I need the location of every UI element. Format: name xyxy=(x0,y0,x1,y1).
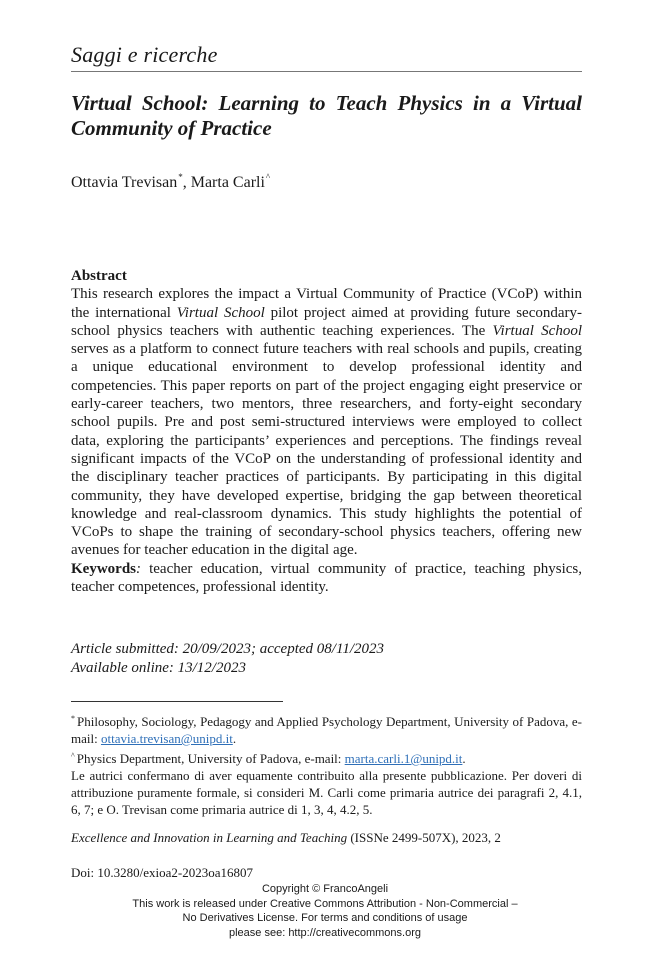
footnote-divider xyxy=(71,701,283,702)
contribution-note: Le autrici confermano di aver equamente contribuito alla presente pubblicazione. Per doveri di attribuzione puramente formale, si consideri M. Carli come primaria autrice dei paragrafi 2, 4.1, 6, 7; e O. Trevisan come primaria autrice di 1, 3, 4, 4.2, 5. xyxy=(71,768,582,817)
license-url-line: please see: http://creativecommons.org xyxy=(229,926,421,939)
abstract-heading: Abstract xyxy=(71,268,127,284)
abstract-italic-term: Virtual School xyxy=(176,304,265,321)
copyright-notice xyxy=(0,882,650,940)
author-name: Marta Carli xyxy=(190,174,265,191)
journal-name: Excellence and Innovation in Learning and Teaching xyxy=(71,830,348,845)
abstract-text xyxy=(71,285,582,559)
license-line: This work is released under Creative Commons Attribution - Non-Commercial – xyxy=(132,897,518,910)
article-title: Virtual School: Learning to Teach Physics in a Virtual Community of Practice xyxy=(71,91,582,140)
email-link-trevisan[interactable]: ottavia.trevisan@unipd.it xyxy=(100,731,233,746)
journal-citation xyxy=(71,830,501,846)
abstract-text-part: pilot project aimed at providing future secondary-school physics teachers with authentic teaching experiences. The xyxy=(71,304,582,339)
keywords xyxy=(71,560,582,597)
footnotes xyxy=(71,710,582,818)
keywords-text: teacher education, virtual community of practice, teaching physics, teacher competences, professional identity. xyxy=(71,560,582,596)
license-line: No Derivatives License. For terms and conditions of usage xyxy=(182,912,468,924)
abstract-section xyxy=(71,267,582,596)
footnote-end: . xyxy=(232,731,237,746)
doi: Doi: 10.3280/exioa2-2023oa16807 xyxy=(71,865,253,880)
footnote-affiliation-2 xyxy=(71,747,582,767)
journal-details: (ISSNe 2499-507X), 2023, 2 xyxy=(347,830,501,845)
copyright-line: Copyright © FrancoAngeli xyxy=(261,883,389,895)
author-list: Ottavia Trevisan*, Marta Carli^ xyxy=(71,172,271,191)
footnote-mark: ^ xyxy=(71,751,75,760)
author-footnote-mark: * xyxy=(178,172,183,182)
author-footnote-mark: ^ xyxy=(265,172,271,182)
header-divider xyxy=(71,71,582,72)
abstract-italic-term: Virtual School xyxy=(492,322,582,339)
section-label: Saggi e ricerche xyxy=(71,42,218,67)
footnote-end: . xyxy=(462,751,466,766)
keywords-label: Keywords xyxy=(71,560,136,577)
abstract-text-part: serves as a platform to connect future teachers with real schools and pupils, creating a unique educational environment to develop professional identity and competencies. This paper reports on part of the project engaging eight preservice or early-career teachers, two mentors, three researchers, and forty-eight secondary school pupils. Pre and post semi-structured interviews were employed to collect data, exploring the participants’ experiences and perceptions. The findings reveal significant impacts of the VCoP on the understanding of professional identity and the disciplinary teacher practices of participants. By participating in this digital community, they have developed expertise, bridging the gap between theoretical knowledge and real-classroom dynamics. This study highlights the potential of VCoPs to shape the training of secondary-school physics teachers, offering new avenues for teacher education in the digital age. xyxy=(71,341,582,559)
online-date: Available online: 13/12/2023 xyxy=(71,660,246,676)
footnote-text: Philosophy, Sociology, Pedagogy and Applied Psychology Department, University of Padova, e-mail: xyxy=(71,714,582,746)
author-name: Ottavia Trevisan xyxy=(71,174,178,191)
keywords-separator: : xyxy=(136,560,141,577)
submission-date: Article submitted: 20/09/2023; accepted 08/11/2023 xyxy=(71,641,384,657)
email-link-carli[interactable]: marta.carli.1@unipd.it xyxy=(344,751,463,766)
article-dates xyxy=(71,640,384,678)
footnote-text: Physics Department, University of Padova, e-mail: xyxy=(76,751,345,766)
abstract-text-part: This research explores the impact a Virtual Community of Practice (VCoP) within the international xyxy=(71,286,582,321)
footnote-mark: * xyxy=(71,714,75,723)
footnote-affiliation-1 xyxy=(71,710,582,747)
